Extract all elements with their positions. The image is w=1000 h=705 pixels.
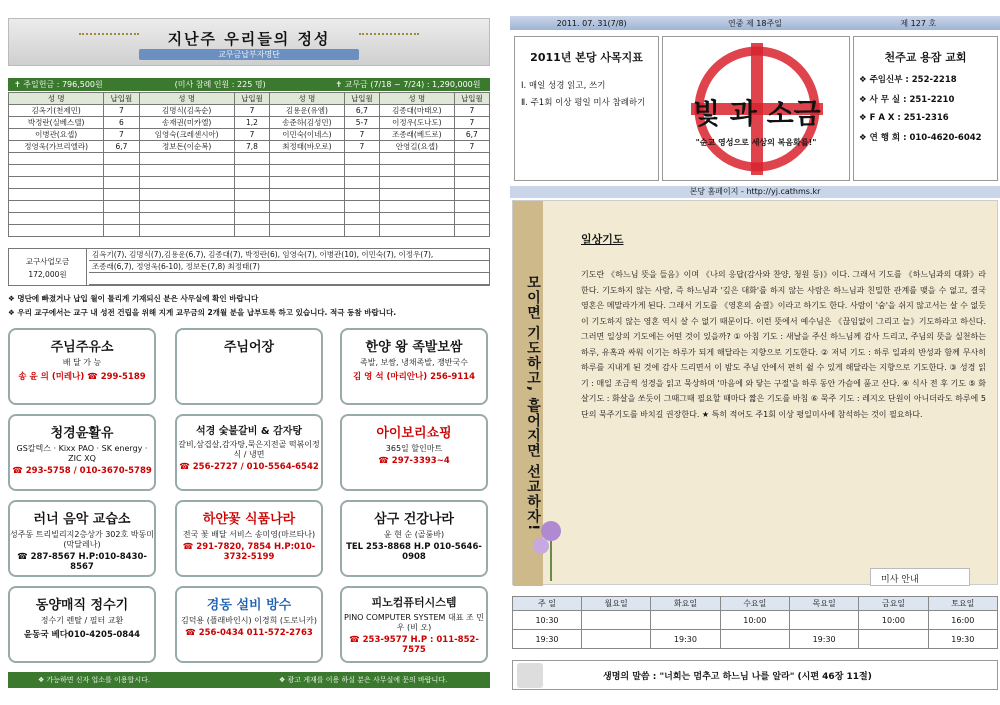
empty-row [9,189,490,201]
mass-time: 19:30 [513,630,582,649]
cell: 정영욱(가브리엘라) [9,141,104,153]
ad-box[interactable] [175,586,323,663]
day-header: 월요일 [581,597,650,611]
empty-row [9,153,490,165]
contact-line: ❖ 주임신부 : 252-2218 [859,75,957,85]
mass-time: 10:00 [720,611,789,630]
cell: 6,7 [454,129,489,141]
mass-time: 19:30 [651,630,720,649]
dues-header-row [9,93,490,105]
ad-body: 김덕용 (플래바인시) 이경희 (도로니카) [180,616,318,625]
flower-icon [521,501,581,581]
footer-note: ❖ 가능하면 신자 업소를 이용합시다. [38,676,151,684]
cell: 7 [344,129,379,141]
ad-phone: TEL 253-8868 H.P 010-5646-0908 [346,542,482,562]
ads-grid [8,328,490,668]
mass-time [859,630,928,649]
ad-body: GS칼텍스 · Kixx PAO · SK energy · ZIC XQ [16,444,148,463]
col-month: 납입월 [344,93,379,105]
mass-time [789,611,858,630]
cell: 김종대(마태오) [380,105,455,117]
mass-time: 16:00 [928,611,997,630]
mass-time [720,630,789,649]
page-divider [497,0,510,705]
offering-subtitle: 교무금납부자명단 [139,49,359,60]
cell: 7 [454,141,489,153]
word-of-life [512,660,998,690]
offering-title-banner [8,18,490,66]
ad-phone: ☎ 287-8567 H.P:010-8430-8567 [17,552,147,572]
ad-box[interactable] [340,586,488,663]
cell: 이정우(도나도) [380,117,455,129]
table-row [9,117,490,129]
notices [8,292,490,320]
empty-line [89,273,489,285]
cell: 7 [344,141,379,153]
summary-dues: ✝ 교무금 (7/18 ~ 7/24) : 1,290,000원 [335,80,481,89]
footer-note: ❖ 광고 게재를 이용 하실 분은 사무실에 문의 바랍니다. [279,676,448,684]
quote-text: 생명의 말씀 : "너희는 멈추고 하느님 나를 알라" (시편 46장 11절) [603,672,872,682]
ad-body: 365일 할인마트 [385,444,443,453]
contact-line: ❖ 사 무 실 : 251-2210 [859,95,955,105]
right-page [510,0,1000,705]
cell: 6,7 [104,141,139,153]
day-header: 수요일 [720,597,789,611]
ad-box[interactable] [8,586,156,663]
col-name: 성 명 [9,93,104,105]
portrait-image [517,663,543,688]
col-month: 납입월 [234,93,269,105]
ad-phone: ☎ 293-5758 / 010-3670-5789 [12,466,152,476]
cell: 김옥기(천제민) [9,105,104,117]
notice-line: ❖ 우리 교구에서는 교구 내 성전 건립을 위해 지게 교무금의 2개월 분을 납부토록 하고 있습니다. 적극 동참 바랍니다. [8,308,397,317]
ad-title: 석경 숯불갈비 & 감자탕 [195,426,303,437]
cell: 7 [454,105,489,117]
schedule-header [513,597,998,611]
church-info [853,36,998,181]
col-name: 성 명 [380,93,455,105]
article-title: 일상기도 [581,233,624,246]
ad-box[interactable] [175,414,323,491]
cell: 7 [104,129,139,141]
table-row [9,141,490,153]
goal-item: Ⅱ. 주1회 이상 평일 미사 참례하기 [521,98,646,108]
diocese-fund-box [8,248,490,286]
ad-title: 동양매직 정수기 [35,598,129,613]
table-row [9,129,490,141]
contact-line: ❖ F A X : 251-2316 [859,113,949,123]
empty-row [9,225,490,237]
left-page [0,0,497,705]
empty-row [9,177,490,189]
issue-bar [510,16,1000,30]
diocese-fund-label [9,249,87,285]
col-name: 성 명 [139,93,234,105]
cell: 박정란(실베스텔) [9,117,104,129]
fund-label: 교구사업모금 [25,257,70,266]
col-month: 납입월 [454,93,489,105]
ad-body: 배 달 가 능 [62,358,102,367]
cell: 안영길(요셉) [380,141,455,153]
ad-body: 정수기 렌탈 / 필터 교환 [40,616,124,625]
article-body: 기도란 《하느님 뜻을 들음》이며 《나의 응답(감사와 찬양, 청원 등)》이다. 그래서 기도를 《하느님과의 대화》라 한다. 기도하지 않는 사람, 즉 하느님과 '깊은 대화'를 하지 않는 사람은 하느님과 친밀한 관계를 맺을 수 없고, 결국 영혼은 메말라가게 된다. 그래서 기도를 《영혼의 숨결》이라고 하기도 한다. 사람이 '숨'을 쉬지 않고서는 살 수 없듯이 기도하지 않는 영혼 역시 살 수 없기 때문이다. 이런 뜻에서 예수님은 《끊임없이 그리고 늘》기도하라고 하신다. 그러면 일상의 기도에는 어떤 것이 있을까? ① 아침 기도 : 새날을 주신 하느님께 감사 드리고, 주님의 뜻을 실천하는 하루, 유혹과 싸워 이기는 하루가 되게 해달라는 지향으로 기도한다. ② 저녁 기도 : 하루 일과의 반성과 함께 무사히 하루를 지내게 된 것에 감사 드리면서 이 밤도 주님 안에서 편히 쉴 수 있게 해달라는 지향으로 기도한다. ③ 성경 읽기 : 매일 조금씩 성경을 읽고 묵상하며 '마음에 와 닿는 구절'을 하루 동안 가슴에 품고 산다. ④ 식사 전 후 기도 ⑤ 화살기도 : 화살을 쏘듯이 그때그때 필요할 때마다 짧은 기도를 바침 ⑥ 묵주 기도 : 레지오 단원이 아니더라도 하루에 5단의 묵주기도를 바치길 권장한다. ★ 특히 적어도 주1회 이상 평일미사에 참석하는 것이 필요하다. [581,270,986,419]
summary-attendance: (미사 참례 인원 : 225 명) [174,80,266,89]
ad-box[interactable] [8,414,156,491]
cell: 최정태(바오로) [270,141,345,153]
mass-time [581,611,650,630]
cell: 이민숙(이네스) [270,129,345,141]
mass-time [651,611,720,630]
cell: 송재권(미카엘) [139,117,234,129]
contact-line: ❖ 연 행 회 : 010-4620-6042 [859,133,982,143]
ad-phone: ☎ 291-7820, 7854 H.P:010-3732-5199 [182,542,316,562]
mass-time: 10:00 [859,611,928,630]
diocese-fund-names [89,249,489,285]
day-header: 금요일 [859,597,928,611]
cell: 김명식(김옥순) [139,105,234,117]
ad-box[interactable] [340,500,488,577]
left-footer [8,672,490,688]
dues-table [8,92,490,237]
cell: 김용운(유엠) [270,105,345,117]
cell: 송준하(김성민) [270,117,345,129]
mass-time: 19:30 [789,630,858,649]
ad-box[interactable] [175,328,323,405]
cell: 1,2 [234,117,269,129]
fund-names-line: 조종래(6,7), 정영욱(6-10), 정보돈(7,8) 최정태(7) [89,261,489,273]
ad-box[interactable] [175,500,323,577]
ad-phone: ☎ 297-3393~4 [378,456,450,466]
ad-title: 청경윤활유 [50,426,114,441]
empty-row [9,201,490,213]
day-header: 토요일 [928,597,997,611]
ad-title: 주님주유소 [50,340,114,355]
ad-body: 전국 꽃 배달 서비스 송미영(마르타나) [182,530,316,539]
issue-date: 2011. 07. 31(7/8) [556,18,627,28]
day-header: 화요일 [651,597,720,611]
cell: 임영숙(크레센시아) [139,129,234,141]
col-name: 성 명 [270,93,345,105]
empty-row [9,213,490,225]
ad-title: 아이보리쇼핑 [376,426,452,441]
cell: 정보돈(이순복) [139,141,234,153]
mass-schedule [512,596,998,649]
issue-number: 제 127 호 [900,18,937,28]
schedule-row [513,630,998,649]
offering-title: 지난주 우리들의 정성 [167,30,331,48]
newsletter-logo [662,36,850,181]
ad-phone: ☎ 253-9577 H.P : 011-852-7575 [349,635,479,655]
ad-body: 성주동 트리빌리지2층상가 302호 박동미(막달레나) [10,530,154,549]
table-row [9,105,490,117]
cell: 7,8 [234,141,269,153]
cell: 6 [104,117,139,129]
ad-phone: ☎ 256-0434 011-572-2763 [185,628,313,638]
cell: 이병관(요셉) [9,129,104,141]
empty-row [9,165,490,177]
cell: 5-7 [344,117,379,129]
ad-title: 경동 설비 방수 [206,598,292,613]
goals-title: 2011년 본당 사목지표 [530,51,643,64]
ad-phone: 김 영 석 (마리안나) 256-9114 [352,372,475,382]
offering-summary [8,78,490,91]
day-header: 목요일 [789,597,858,611]
ad-title: 러너 음악 교습소 [33,512,131,527]
ad-phone: 윤동국 베다010-4205-0844 [23,630,141,640]
ad-box[interactable] [340,414,488,491]
ad-title: 삼구 건강나라 [374,512,454,527]
liturgical-week: 연중 제 18주일 [728,18,782,28]
mass-time: 10:30 [513,611,582,630]
ad-title: 한양 왕 족발보쌈 [365,340,463,355]
ad-title: 주님어장 [223,340,275,355]
notice-line: ❖ 명단에 빠졌거나 납입 월이 틀리게 기재되신 분은 사무실에 확인 바랍니다 [8,294,259,303]
ad-title: 하얀꽃 식품나라 [202,512,296,527]
mass-guide-label: 미사 안내 [870,568,970,586]
church-name: 천주교 용잠 교회 [884,51,967,64]
col-month: 납입월 [104,93,139,105]
ad-phone: 송 윤 의 (미레나) ☎ 299-5189 [18,372,146,382]
ad-box[interactable] [340,328,488,405]
cell: 7 [104,105,139,117]
mass-time: 19:30 [928,630,997,649]
vertical-slogan: 모이면 기도하고, 흩어지면 선교하자! [513,201,543,586]
pastoral-goals [514,36,659,181]
homepage-link[interactable]: 본당 홈페이지 - http://yj.cathms.kr [510,186,1000,198]
cell: 6,7 [344,105,379,117]
ad-title: 피노컴퓨터시스템 [371,596,457,609]
cell: 7 [234,129,269,141]
summary-sunday: ✝ 주일헌금 : 796,500원 [14,80,103,89]
ad-body: 족발, 보쌈, 냉채족발, 쟁반국수 [360,358,468,367]
cell: 7 [234,105,269,117]
logo-slogan: "순교 영성으로 세상의 복음화를!" [695,138,817,147]
schedule-row [513,611,998,630]
day-header: 주 일 [513,597,582,611]
fund-amount: 172,000원 [28,270,67,279]
ad-box[interactable] [8,500,156,577]
mass-time [581,630,650,649]
goal-item: Ⅰ. 매일 성경 읽고, 쓰기 [521,81,606,91]
ad-body: 윤 현 순 (골룸바) [383,530,445,539]
cell: 7 [454,117,489,129]
ad-phone: ☎ 256-2727 / 010-5564-6542 [179,462,319,472]
fund-names-line: 김옥기(7), 김명식(7),김용운(6,7), 김종대(7), 박정란(6), 임영숙(7), 이병관(10), 이민숙(7), 이정우(7), [89,249,489,261]
logo-text: 빛 과 소금 [693,97,821,130]
ad-body: PINO COMPUTER SYSTEM 대표 조 민 우 (비 오) [344,613,484,632]
prayer-article [512,200,998,585]
cell: 조종래(베드로) [380,129,455,141]
ad-body: 갈비,삼겹살,감자탕,묵은지전골 떡볶이정식 / 냉면 [178,440,320,459]
ad-box[interactable] [8,328,156,405]
